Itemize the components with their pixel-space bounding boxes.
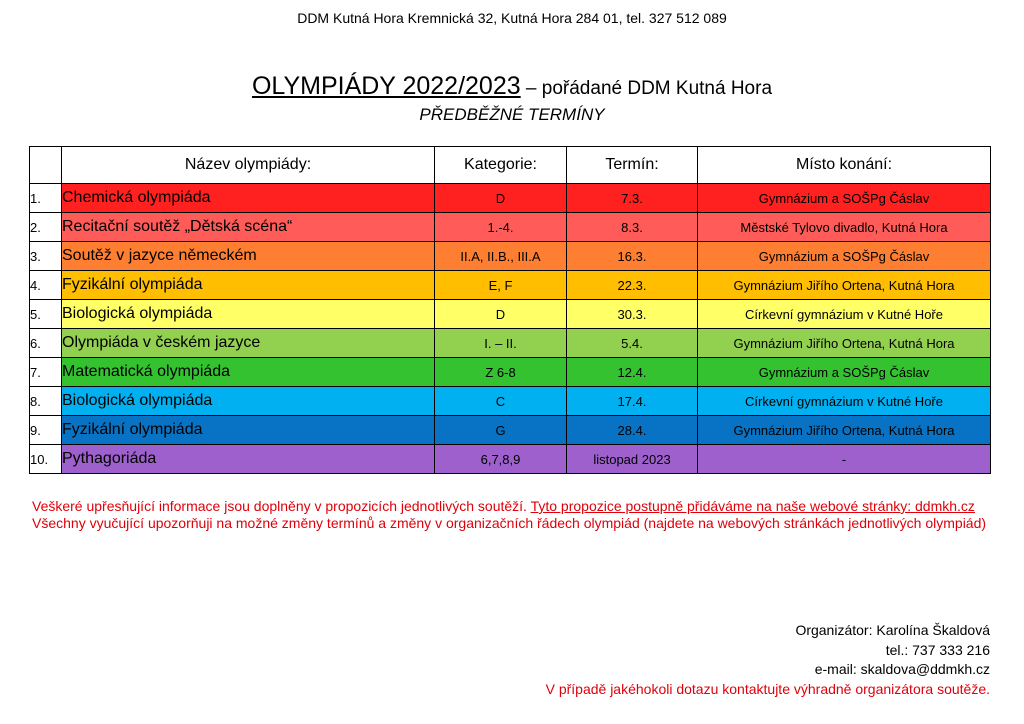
- olympiad-name: Matematická olympiáda: [62, 358, 435, 387]
- table-row: [30, 329, 991, 358]
- olympiad-name: Soutěž v jazyce německém: [62, 242, 435, 271]
- olympiad-place: Církevní gymnázium v Kutné Hoře: [698, 300, 991, 329]
- olympiad-category: C: [435, 387, 567, 416]
- olympiad-category: E, F: [435, 271, 567, 300]
- organization-address: DDM Kutná Hora Kremnická 32, Kutná Hora 284 01, tel. 327 512 089: [297, 10, 727, 26]
- organizer-phone: tel.: 737 333 216: [885, 641, 990, 658]
- table-row: [30, 242, 991, 271]
- olympiad-date: 8.3.: [567, 213, 698, 242]
- olympiad-place: Gymnázium a SOŠPg Čáslav: [698, 358, 991, 387]
- row-number: 10.: [30, 445, 62, 474]
- olympiad-date: listopad 2023: [567, 445, 698, 474]
- row-number: 7.: [30, 358, 62, 387]
- olympiad-date: 17.4.: [567, 387, 698, 416]
- page-title: [0, 72, 1024, 101]
- olympiad-date: 22.3.: [567, 271, 698, 300]
- olympiad-name: Fyzikální olympiáda: [62, 271, 435, 300]
- column-header-number: [30, 147, 62, 184]
- olympiad-table: [29, 146, 991, 474]
- olympiad-category: D: [435, 300, 567, 329]
- row-number: 2.: [30, 213, 62, 242]
- table-row: [30, 387, 991, 416]
- olympiad-place: Gymnázium Jiřího Ortena, Kutná Hora: [698, 329, 991, 358]
- olympiad-place: Městské Tylovo divadlo, Kutná Hora: [698, 213, 991, 242]
- column-header-place: Místo konání:: [698, 147, 991, 184]
- row-number: 8.: [30, 387, 62, 416]
- row-number: 9.: [30, 416, 62, 445]
- row-number: 6.: [30, 329, 62, 358]
- olympiad-place: Církevní gymnázium v Kutné Hoře: [698, 387, 991, 416]
- olympiad-date: 30.3.: [567, 300, 698, 329]
- olympiad-name: Olympiáda v českém jazyce: [62, 329, 435, 358]
- olympiad-date: 12.4.: [567, 358, 698, 387]
- olympiad-place: Gymnázium a SOŠPg Čáslav: [698, 184, 991, 213]
- organizer-name: Organizátor: Karolína Škaldová: [795, 622, 990, 638]
- table-row: [30, 271, 991, 300]
- olympiad-category: D: [435, 184, 567, 213]
- table-row: [30, 213, 991, 242]
- olympiad-category: 6,7,8,9: [435, 445, 567, 474]
- notes-block: [32, 498, 992, 532]
- olympiad-category: Z 6-8: [435, 358, 567, 387]
- olympiad-date: 28.4.: [567, 416, 698, 445]
- table-row: [30, 300, 991, 329]
- row-number: 3.: [30, 242, 62, 271]
- notes-info-text: Veškeré upřesňující informace jsou doplněny v propozicích jednotlivých soutěží.: [32, 498, 531, 514]
- olympiad-category: I. – II.: [435, 329, 567, 358]
- olympiad-date: 5.4.: [567, 329, 698, 358]
- olympiad-date: 16.3.: [567, 242, 698, 271]
- title-main: OLYMPIÁDY 2022/2023: [251, 72, 521, 100]
- row-number: 1.: [30, 184, 62, 213]
- olympiad-name: Fyzikální olympiáda: [62, 416, 435, 445]
- column-header-date: Termín:: [567, 147, 698, 184]
- row-number: 4.: [30, 271, 62, 300]
- row-number: 5.: [30, 300, 62, 329]
- olympiad-date: 7.3.: [567, 184, 698, 213]
- olympiad-place: Gymnázium a SOŠPg Čáslav: [698, 242, 991, 271]
- table-row: [30, 184, 991, 213]
- olympiad-category: G: [435, 416, 567, 445]
- table-header-row: [30, 147, 991, 184]
- olympiad-name: Pythagoriáda: [62, 445, 435, 474]
- olympiad-name: Biologická olympiáda: [62, 300, 435, 329]
- olympiad-place: Gymnázium Jiřího Ortena, Kutná Hora: [698, 416, 991, 445]
- olympiad-category: II.A, II.B., III.A: [435, 242, 567, 271]
- title-rest: – pořádané DDM Kutná Hora: [520, 78, 773, 99]
- olympiad-name: Biologická olympiáda: [62, 387, 435, 416]
- olympiad-name: Recitační soutěž „Dětská scéna“: [62, 213, 435, 242]
- notes-paragraph-1: [32, 498, 992, 515]
- website-link[interactable]: Tyto propozice postupně přidáváme na naše webové stránky: ddmkh.cz: [530, 498, 975, 514]
- column-header-name: Název olympiády:: [62, 147, 435, 184]
- table-row: [30, 358, 991, 387]
- organizer-block: [546, 621, 990, 699]
- olympiad-place: -: [698, 445, 991, 474]
- page-subtitle: PŘEDBĚŽNÉ TERMÍNY: [419, 105, 605, 124]
- olympiad-category: 1.-4.: [435, 213, 567, 242]
- organizer-email: e-mail: skaldova@ddmkh.cz: [814, 661, 990, 677]
- olympiad-name: Chemická olympiáda: [62, 184, 435, 213]
- organizer-contact-note: V případě jakéhokoli dotazu kontaktujte výhradně organizátora soutěže.: [545, 680, 990, 697]
- column-header-category: Kategorie:: [435, 147, 567, 184]
- table-row: [30, 416, 991, 445]
- notes-paragraph-2: Všechny vyučující upozorňuji na možné změny termínů a změny v organizačních řádech olympiád (najdete na webových stránkách jednotlivých olympiád): [32, 515, 987, 531]
- table-row: [30, 445, 991, 474]
- olympiad-place: Gymnázium Jiřího Ortena, Kutná Hora: [698, 271, 991, 300]
